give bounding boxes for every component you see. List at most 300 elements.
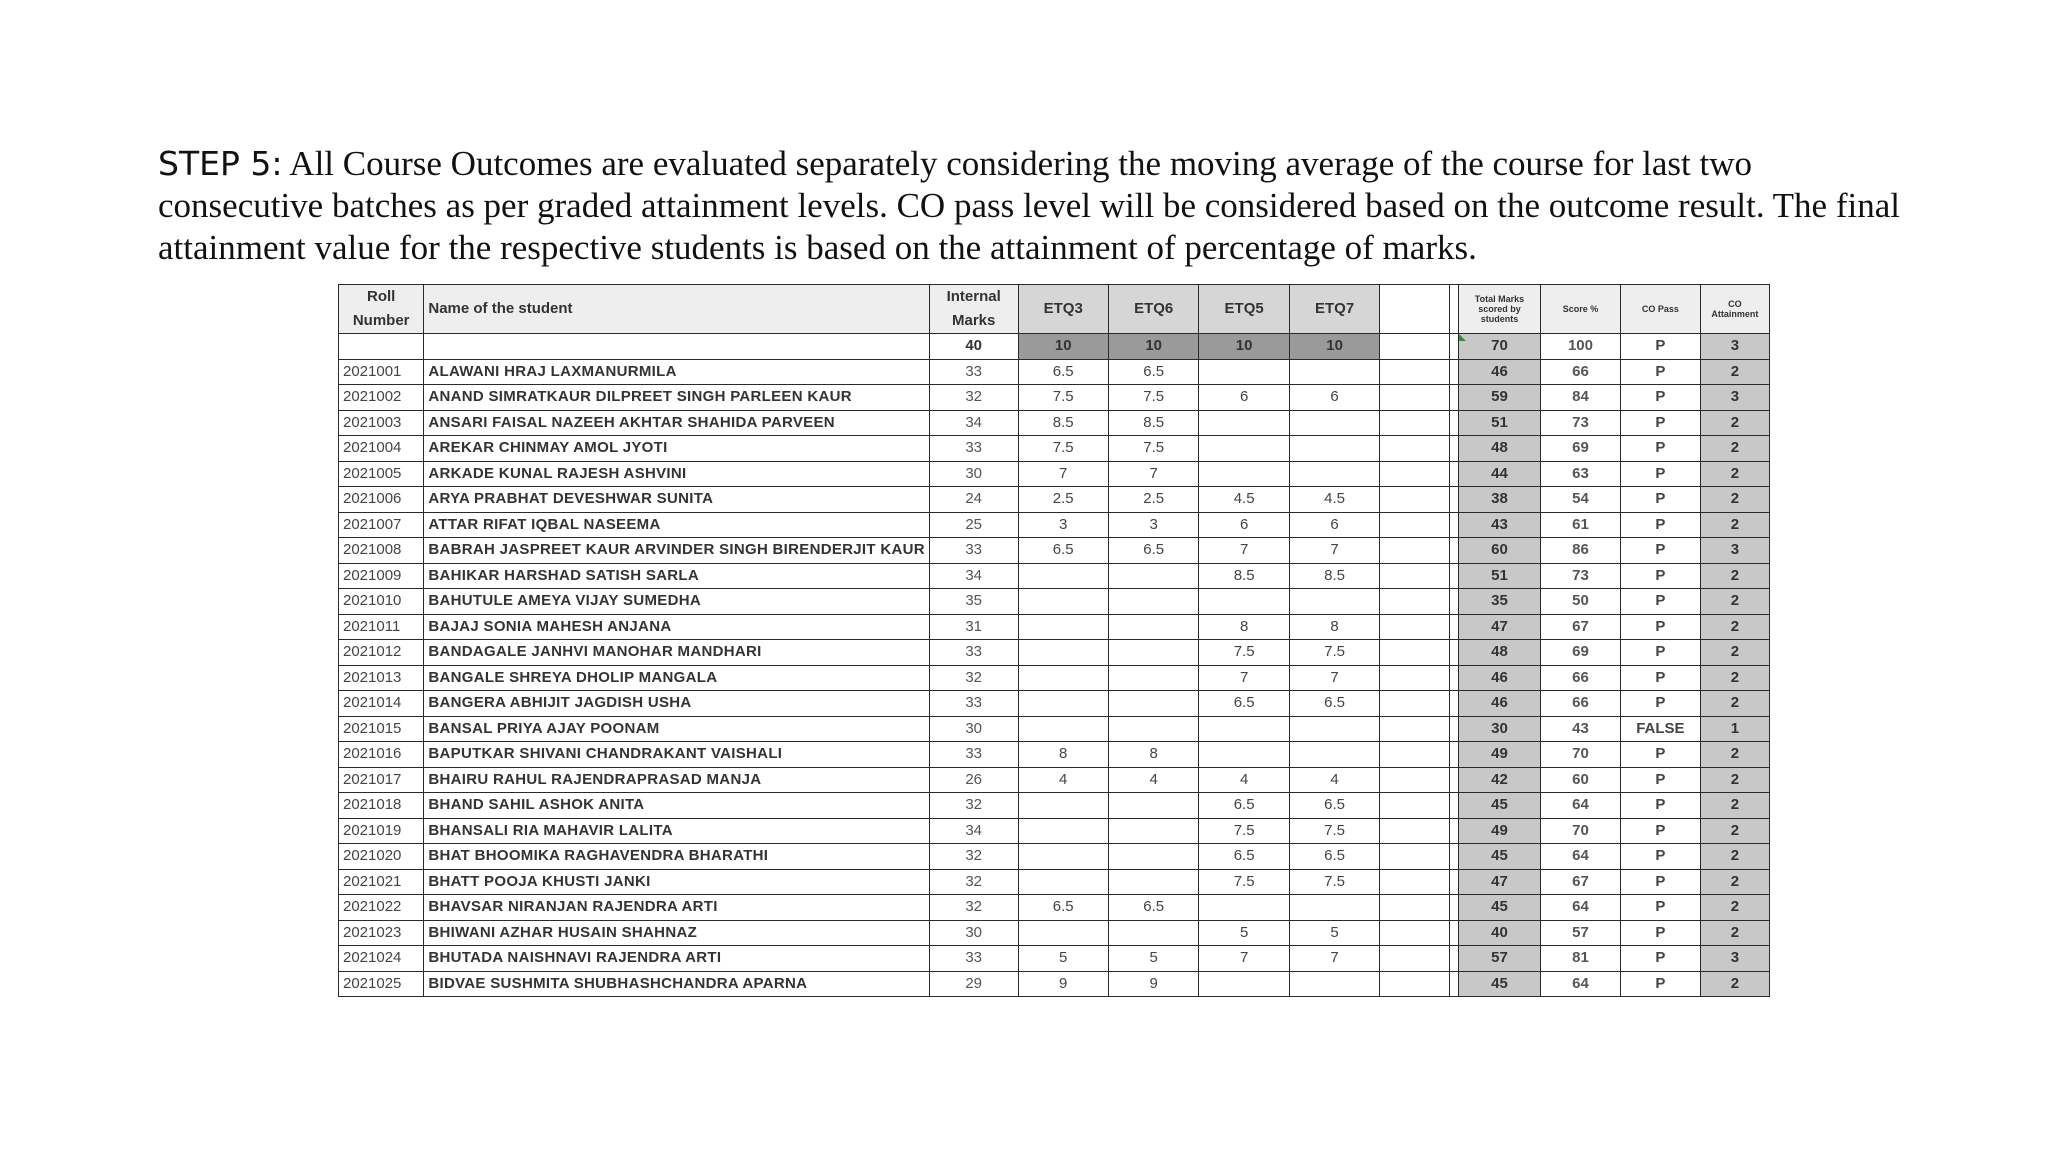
student-name: AREKAR CHINMAY AMOL JYOTI <box>424 436 929 462</box>
etq3-score <box>1018 614 1108 640</box>
table-row <box>339 512 1770 538</box>
table-row <box>339 971 1770 997</box>
etq5-score <box>1199 895 1289 921</box>
co-pass: P <box>1621 385 1701 411</box>
etq5-score: 6 <box>1199 385 1289 411</box>
gap-cell <box>1380 640 1450 666</box>
table-row <box>339 818 1770 844</box>
score-percent: 70 <box>1540 818 1620 844</box>
co-pass: P <box>1621 640 1701 666</box>
score-percent: 63 <box>1540 461 1620 487</box>
etq7-score <box>1289 589 1379 615</box>
table-row <box>339 920 1770 946</box>
etq3-score <box>1018 818 1108 844</box>
etq7-score: 4 <box>1289 767 1379 793</box>
co-attainment: 2 <box>1700 818 1769 844</box>
student-roll: 2021003 <box>339 410 424 436</box>
etq7-score <box>1289 461 1379 487</box>
internal-marks: 33 <box>929 359 1018 385</box>
student-roll: 2021017 <box>339 767 424 793</box>
internal-marks: 34 <box>929 818 1018 844</box>
etq7-score: 7.5 <box>1289 640 1379 666</box>
score-percent: 73 <box>1540 563 1620 589</box>
table-row <box>339 614 1770 640</box>
student-roll: 2021013 <box>339 665 424 691</box>
table-row <box>339 742 1770 768</box>
table-row <box>339 461 1770 487</box>
internal-marks: 32 <box>929 844 1018 870</box>
etq3-score: 6.5 <box>1018 895 1108 921</box>
gap-cell <box>1380 538 1450 564</box>
internal-marks: 33 <box>929 640 1018 666</box>
header-q2: ETQ6 <box>1108 285 1198 334</box>
student-roll: 2021014 <box>339 691 424 717</box>
etq3-score <box>1018 691 1108 717</box>
table-row <box>339 487 1770 513</box>
co-attainment: 2 <box>1700 767 1769 793</box>
etq7-score <box>1289 716 1379 742</box>
gap-cell <box>1450 640 1459 666</box>
header-total: Total Marks scored by students <box>1459 285 1541 334</box>
total-marks: 46 <box>1459 665 1541 691</box>
co-attainment: 2 <box>1700 665 1769 691</box>
total-marks: 49 <box>1459 742 1541 768</box>
max-co-pass: P <box>1621 334 1701 360</box>
table-row <box>339 563 1770 589</box>
student-roll: 2021015 <box>339 716 424 742</box>
internal-marks: 24 <box>929 487 1018 513</box>
student-roll: 2021016 <box>339 742 424 768</box>
total-marks: 57 <box>1459 946 1541 972</box>
etq6-score: 6.5 <box>1108 895 1198 921</box>
gap-cell <box>1380 359 1450 385</box>
etq5-score: 6 <box>1199 512 1289 538</box>
etq6-score: 8.5 <box>1108 410 1198 436</box>
total-marks: 43 <box>1459 512 1541 538</box>
gap-cell <box>1380 410 1450 436</box>
student-name: ALAWANI HRAJ LAXMANURMILA <box>424 359 929 385</box>
total-marks: 42 <box>1459 767 1541 793</box>
gap-cell <box>1380 767 1450 793</box>
max-q2: 10 <box>1108 334 1198 360</box>
co-attainment: 2 <box>1700 563 1769 589</box>
gap-cell <box>1450 410 1459 436</box>
header-q1: ETQ3 <box>1018 285 1108 334</box>
co-pass: P <box>1621 818 1701 844</box>
student-roll: 2021002 <box>339 385 424 411</box>
max-score: 100 <box>1540 334 1620 360</box>
etq7-score: 6.5 <box>1289 844 1379 870</box>
gap-cell <box>1380 512 1450 538</box>
student-name: BHAVSAR NIRANJAN RAJENDRA ARTI <box>424 895 929 921</box>
table-row <box>339 716 1770 742</box>
etq3-score <box>1018 665 1108 691</box>
total-marks: 60 <box>1459 538 1541 564</box>
co-attainment: 2 <box>1700 359 1769 385</box>
etq7-score <box>1289 436 1379 462</box>
etq3-score: 6.5 <box>1018 359 1108 385</box>
co-pass: P <box>1621 665 1701 691</box>
gap-cell <box>1450 946 1459 972</box>
etq5-score: 7.5 <box>1199 640 1289 666</box>
gap-cell <box>1380 665 1450 691</box>
total-marks: 59 <box>1459 385 1541 411</box>
student-name: BHUTADA NAISHNAVI RAJENDRA ARTI <box>424 946 929 972</box>
co-pass: FALSE <box>1621 716 1701 742</box>
etq7-score: 7 <box>1289 665 1379 691</box>
etq3-score: 4 <box>1018 767 1108 793</box>
max-name <box>424 334 929 360</box>
etq6-score: 5 <box>1108 946 1198 972</box>
student-roll: 2021008 <box>339 538 424 564</box>
gap-cell <box>1380 487 1450 513</box>
etq5-score <box>1199 359 1289 385</box>
student-roll: 2021006 <box>339 487 424 513</box>
header-internal: Internal Marks <box>929 285 1018 334</box>
table-row <box>339 869 1770 895</box>
co-pass: P <box>1621 895 1701 921</box>
gap-cell <box>1380 971 1450 997</box>
etq5-score: 7 <box>1199 538 1289 564</box>
max-total-value: 70 <box>1491 337 1508 355</box>
student-name: BAHUTULE AMEYA VIJAY SUMEDHA <box>424 589 929 615</box>
etq6-score: 9 <box>1108 971 1198 997</box>
spreadsheet-image <box>338 284 1770 1012</box>
header-co-attainment: CO Attainment <box>1700 285 1769 334</box>
score-percent: 64 <box>1540 793 1620 819</box>
gap-cell <box>1450 920 1459 946</box>
etq7-score: 6.5 <box>1289 691 1379 717</box>
etq5-score <box>1199 436 1289 462</box>
internal-marks: 29 <box>929 971 1018 997</box>
co-pass: P <box>1621 793 1701 819</box>
co-pass: P <box>1621 614 1701 640</box>
score-percent: 81 <box>1540 946 1620 972</box>
table-row <box>339 691 1770 717</box>
gap-cell <box>1450 614 1459 640</box>
co-attainment: 2 <box>1700 895 1769 921</box>
gap-cell <box>1380 793 1450 819</box>
etq3-score: 7 <box>1018 461 1108 487</box>
student-roll: 2021021 <box>339 869 424 895</box>
student-roll: 2021019 <box>339 818 424 844</box>
etq6-score <box>1108 614 1198 640</box>
gap-cell <box>1450 334 1459 360</box>
etq5-score: 8 <box>1199 614 1289 640</box>
student-name: BHANSALI RIA MAHAVIR LALITA <box>424 818 929 844</box>
score-percent: 54 <box>1540 487 1620 513</box>
student-roll: 2021011 <box>339 614 424 640</box>
internal-marks: 34 <box>929 563 1018 589</box>
co-attainment: 3 <box>1700 538 1769 564</box>
student-name: BABRAH JASPREET KAUR ARVINDER SINGH BIRENDERJIT KAUR <box>424 538 929 564</box>
etq7-score <box>1289 742 1379 768</box>
gap-cell <box>1450 563 1459 589</box>
etq5-score: 6.5 <box>1199 691 1289 717</box>
student-roll: 2021005 <box>339 461 424 487</box>
score-percent: 84 <box>1540 385 1620 411</box>
etq7-score: 6.5 <box>1289 793 1379 819</box>
etq7-score: 7 <box>1289 946 1379 972</box>
total-marks: 49 <box>1459 818 1541 844</box>
table-row <box>339 589 1770 615</box>
co-pass: P <box>1621 436 1701 462</box>
student-roll: 2021010 <box>339 589 424 615</box>
co-attainment: 2 <box>1700 512 1769 538</box>
header-q4: ETQ7 <box>1289 285 1379 334</box>
gap-cell <box>1450 436 1459 462</box>
total-marks: 48 <box>1459 640 1541 666</box>
etq3-score: 3 <box>1018 512 1108 538</box>
table-row <box>339 410 1770 436</box>
gap-cell <box>1450 512 1459 538</box>
student-name: BHAIRU RAHUL RAJENDRAPRASAD MANJA <box>424 767 929 793</box>
student-roll: 2021020 <box>339 844 424 870</box>
total-marks: 38 <box>1459 487 1541 513</box>
etq6-score <box>1108 640 1198 666</box>
score-percent: 69 <box>1540 436 1620 462</box>
etq3-score: 9 <box>1018 971 1108 997</box>
co-attainment: 3 <box>1700 385 1769 411</box>
student-name: BANSAL PRIYA AJAY POONAM <box>424 716 929 742</box>
score-percent: 70 <box>1540 742 1620 768</box>
internal-marks: 25 <box>929 512 1018 538</box>
student-name: ARYA PRABHAT DEVESHWAR SUNITA <box>424 487 929 513</box>
score-percent: 64 <box>1540 844 1620 870</box>
internal-marks: 35 <box>929 589 1018 615</box>
gap-cell <box>1380 716 1450 742</box>
co-attainment: 2 <box>1700 869 1769 895</box>
gap-cell <box>1380 563 1450 589</box>
etq3-score: 6.5 <box>1018 538 1108 564</box>
co-pass: P <box>1621 920 1701 946</box>
gap-cell <box>1450 487 1459 513</box>
score-percent: 66 <box>1540 359 1620 385</box>
etq6-score <box>1108 818 1198 844</box>
etq3-score <box>1018 563 1108 589</box>
etq6-score <box>1108 793 1198 819</box>
gap-cell <box>1380 946 1450 972</box>
gap-cell <box>1380 385 1450 411</box>
internal-marks: 32 <box>929 665 1018 691</box>
etq6-score <box>1108 869 1198 895</box>
co-attainment: 2 <box>1700 461 1769 487</box>
step-label: STEP 5: <box>158 144 283 183</box>
gap-cell <box>1450 461 1459 487</box>
co-attainment: 2 <box>1700 742 1769 768</box>
total-marks: 51 <box>1459 410 1541 436</box>
co-attainment: 2 <box>1700 691 1769 717</box>
total-marks: 47 <box>1459 614 1541 640</box>
score-percent: 66 <box>1540 665 1620 691</box>
score-percent: 60 <box>1540 767 1620 793</box>
internal-marks: 32 <box>929 869 1018 895</box>
student-name: ANSARI FAISAL NAZEEH AKHTAR SHAHIDA PARVEEN <box>424 410 929 436</box>
student-name: BANGERA ABHIJIT JAGDISH USHA <box>424 691 929 717</box>
gap-cell <box>1450 767 1459 793</box>
etq7-score <box>1289 895 1379 921</box>
internal-marks: 33 <box>929 691 1018 717</box>
etq6-score: 4 <box>1108 767 1198 793</box>
total-marks: 30 <box>1459 716 1541 742</box>
etq7-score <box>1289 359 1379 385</box>
etq5-score: 7.5 <box>1199 869 1289 895</box>
gap-cell <box>1450 385 1459 411</box>
total-marks: 46 <box>1459 691 1541 717</box>
internal-marks: 30 <box>929 716 1018 742</box>
co-pass: P <box>1621 691 1701 717</box>
gap-cell <box>1450 359 1459 385</box>
co-attainment: 2 <box>1700 436 1769 462</box>
etq6-score <box>1108 563 1198 589</box>
etq3-score: 2.5 <box>1018 487 1108 513</box>
etq7-score: 6 <box>1289 385 1379 411</box>
etq3-score <box>1018 869 1108 895</box>
etq3-score: 5 <box>1018 946 1108 972</box>
step-paragraph <box>158 143 1918 269</box>
etq6-score <box>1108 844 1198 870</box>
co-pass: P <box>1621 844 1701 870</box>
max-q3: 10 <box>1199 334 1289 360</box>
table-row <box>339 640 1770 666</box>
co-pass: P <box>1621 946 1701 972</box>
student-roll: 2021018 <box>339 793 424 819</box>
co-attainment: 2 <box>1700 487 1769 513</box>
etq6-score <box>1108 716 1198 742</box>
etq5-score: 7.5 <box>1199 818 1289 844</box>
etq3-score: 7.5 <box>1018 436 1108 462</box>
total-marks: 45 <box>1459 793 1541 819</box>
co-attainment: 2 <box>1700 614 1769 640</box>
score-percent: 50 <box>1540 589 1620 615</box>
student-name: ATTAR RIFAT IQBAL NASEEMA <box>424 512 929 538</box>
etq6-score <box>1108 920 1198 946</box>
student-name: BHIWANI AZHAR HUSAIN SHAHNAZ <box>424 920 929 946</box>
table-row <box>339 793 1770 819</box>
table-row <box>339 767 1770 793</box>
table-row <box>339 665 1770 691</box>
co-pass: P <box>1621 589 1701 615</box>
etq3-score: 7.5 <box>1018 385 1108 411</box>
gap-cell <box>1450 869 1459 895</box>
internal-marks: 32 <box>929 793 1018 819</box>
gap-cell <box>1450 844 1459 870</box>
co-pass: P <box>1621 410 1701 436</box>
etq6-score <box>1108 691 1198 717</box>
gap-cell <box>1450 589 1459 615</box>
internal-marks: 32 <box>929 385 1018 411</box>
table-row <box>339 359 1770 385</box>
etq7-score: 8.5 <box>1289 563 1379 589</box>
student-roll: 2021024 <box>339 946 424 972</box>
marks-table <box>338 284 1770 997</box>
cell-marker-icon <box>1459 334 1466 341</box>
etq5-score: 6.5 <box>1199 844 1289 870</box>
student-name: ARKADE KUNAL RAJESH ASHVINI <box>424 461 929 487</box>
co-attainment: 2 <box>1700 793 1769 819</box>
gap-cell <box>1450 742 1459 768</box>
score-percent: 73 <box>1540 410 1620 436</box>
co-attainment: 2 <box>1700 844 1769 870</box>
etq6-score <box>1108 589 1198 615</box>
total-marks: 48 <box>1459 436 1541 462</box>
score-percent: 69 <box>1540 640 1620 666</box>
etq7-score: 6 <box>1289 512 1379 538</box>
student-roll: 2021009 <box>339 563 424 589</box>
co-attainment: 2 <box>1700 920 1769 946</box>
header-row <box>339 285 1770 334</box>
etq6-score: 3 <box>1108 512 1198 538</box>
internal-marks: 33 <box>929 538 1018 564</box>
co-pass: P <box>1621 512 1701 538</box>
max-total <box>1459 334 1541 360</box>
etq7-score: 4.5 <box>1289 487 1379 513</box>
student-name: BAHIKAR HARSHAD SATISH SARLA <box>424 563 929 589</box>
etq5-score: 4.5 <box>1199 487 1289 513</box>
gap-cell <box>1380 818 1450 844</box>
etq6-score: 6.5 <box>1108 538 1198 564</box>
etq3-score <box>1018 640 1108 666</box>
total-marks: 35 <box>1459 589 1541 615</box>
etq7-score: 5 <box>1289 920 1379 946</box>
co-pass: P <box>1621 971 1701 997</box>
etq3-score: 8.5 <box>1018 410 1108 436</box>
co-attainment: 2 <box>1700 971 1769 997</box>
co-pass: P <box>1621 461 1701 487</box>
co-pass: P <box>1621 359 1701 385</box>
score-percent: 64 <box>1540 971 1620 997</box>
gap-cell <box>1380 589 1450 615</box>
etq5-score: 7 <box>1199 946 1289 972</box>
student-name: BAJAJ SONIA MAHESH ANJANA <box>424 614 929 640</box>
etq6-score: 2.5 <box>1108 487 1198 513</box>
etq5-score: 6.5 <box>1199 793 1289 819</box>
etq7-score: 7 <box>1289 538 1379 564</box>
co-pass: P <box>1621 742 1701 768</box>
etq7-score <box>1289 971 1379 997</box>
gap-cell <box>1380 285 1450 334</box>
total-marks: 46 <box>1459 359 1541 385</box>
max-internal: 40 <box>929 334 1018 360</box>
total-marks: 45 <box>1459 844 1541 870</box>
score-percent: 66 <box>1540 691 1620 717</box>
gap-cell <box>1380 895 1450 921</box>
etq5-score <box>1199 589 1289 615</box>
etq5-score: 7 <box>1199 665 1289 691</box>
gap-cell <box>1380 742 1450 768</box>
co-attainment: 3 <box>1700 946 1769 972</box>
total-marks: 45 <box>1459 971 1541 997</box>
etq7-score <box>1289 410 1379 436</box>
internal-marks: 30 <box>929 461 1018 487</box>
score-percent: 43 <box>1540 716 1620 742</box>
table-row <box>339 844 1770 870</box>
header-q3: ETQ5 <box>1199 285 1289 334</box>
gap-cell <box>1450 793 1459 819</box>
co-pass: P <box>1621 869 1701 895</box>
gap-cell <box>1380 334 1450 360</box>
max-q4: 10 <box>1289 334 1379 360</box>
etq6-score: 6.5 <box>1108 359 1198 385</box>
etq6-score: 8 <box>1108 742 1198 768</box>
gap-cell <box>1380 691 1450 717</box>
etq3-score <box>1018 920 1108 946</box>
total-marks: 47 <box>1459 869 1541 895</box>
student-name: BHAND SAHIL ASHOK ANITA <box>424 793 929 819</box>
co-attainment: 2 <box>1700 589 1769 615</box>
etq5-score <box>1199 461 1289 487</box>
internal-marks: 33 <box>929 436 1018 462</box>
